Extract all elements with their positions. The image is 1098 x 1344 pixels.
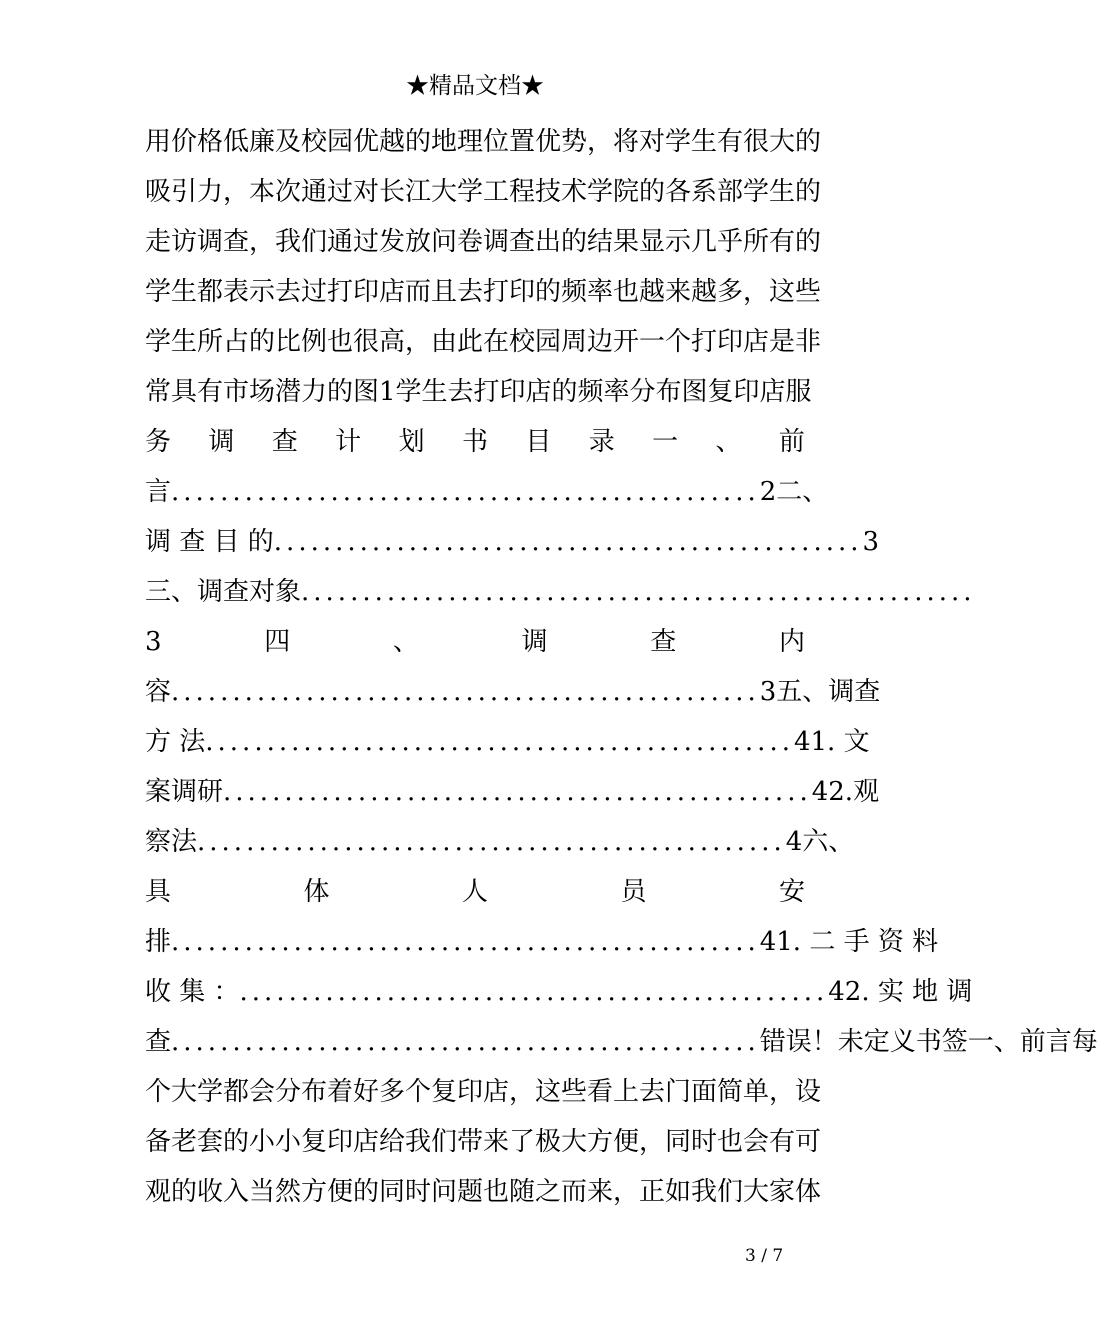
toc-entry-title: 收 集 ： xyxy=(145,977,240,1007)
toc-entry-title: 言 xyxy=(145,477,172,507)
toc-entry-title: 查 xyxy=(145,1027,172,1057)
toc-entry-page: 42. 实 地 调 xyxy=(828,977,973,1007)
glyph: 一 xyxy=(652,427,679,457)
text-line: 学生都表示去过打印店而且去打印的频率也越来越多，这些 xyxy=(145,277,822,307)
toc-entry xyxy=(145,572,976,622)
text-line: 学生所占的比例也很高，由此在校园周边开一个打印店是非 xyxy=(145,327,822,357)
text-line: 个大学都会分布着好多个复印店，这些看上去门面简单，设 xyxy=(145,1077,822,1107)
toc-entry xyxy=(145,922,939,972)
toc-entry-title: 案调研 xyxy=(145,777,224,807)
glyph: 安 xyxy=(778,877,805,907)
text-line: 观的收入当然方便的同时问题也随之而来，正如我们大家体 xyxy=(145,1177,822,1207)
glyph: 查 xyxy=(271,427,298,457)
text-line: 用价格低廉及校园优越的地理位置优势，将对学生有很大的 xyxy=(145,127,822,157)
toc-entry xyxy=(145,672,881,722)
toc-entry-title: 察法 xyxy=(145,827,198,857)
toc-entry-page: 41. 二 手 资 料 xyxy=(759,927,939,957)
toc-entry xyxy=(145,722,870,772)
text-line: 备老套的小小复印店给我们带来了极大方便，同时也会有可 xyxy=(145,1127,822,1157)
toc-leader-dots: ................................................ xyxy=(273,527,863,557)
toc-leader-dots: ................................................ xyxy=(239,977,829,1007)
toc-entry-page: 错误！未定义书签一、前言每 xyxy=(759,1027,1098,1057)
toc-entry-title: 排 xyxy=(145,927,172,957)
toc-leader-dots: ....................................................... xyxy=(301,577,976,607)
toc-entry-title: 调 查 目 的 xyxy=(145,527,274,557)
text-line: 吸引力，本次通过对长江大学工程技术学院的各系部学生的 xyxy=(145,177,822,207)
glyph: 目 xyxy=(525,427,552,457)
glyph: 计 xyxy=(335,427,362,457)
glyph: 体 xyxy=(303,877,330,907)
page-header: ★精品文档★ xyxy=(406,73,544,99)
toc-entry xyxy=(145,772,880,822)
text-line: 常具有市场潜力的图1学生去打印店的频率分布图复印店服 xyxy=(145,377,812,407)
toc-entry-page: 41. 文 xyxy=(793,727,870,757)
toc-entry-title: 三、调查对象 xyxy=(145,577,302,607)
glyph: 、 xyxy=(715,427,742,457)
glyph: 员 xyxy=(620,877,647,907)
glyph: 人 xyxy=(461,877,488,907)
toc-leader-dots: ................................................ xyxy=(171,477,760,507)
glyph: 前 xyxy=(778,427,805,457)
toc-entry xyxy=(145,472,829,522)
toc-entry-title: 方 法 xyxy=(145,727,206,757)
toc-entry xyxy=(145,972,973,1022)
toc-entry xyxy=(145,822,855,872)
justified-heading-line xyxy=(145,422,805,472)
toc-leader-dots: ................................................ xyxy=(171,927,760,957)
document-body xyxy=(145,122,1098,1222)
toc-entry-page: 42.观 xyxy=(811,777,880,807)
glyph: 内 xyxy=(778,627,805,657)
toc-leader-dots: ................................................ xyxy=(197,827,786,857)
toc-leader-dots: ................................................ xyxy=(171,677,760,707)
glyph: 调 xyxy=(521,627,548,657)
toc-leader-dots: ................................................ xyxy=(171,1027,760,1057)
justified-toc-line xyxy=(145,872,805,922)
page-number: 3 / 7 xyxy=(745,1246,784,1266)
toc-entry xyxy=(145,1022,1098,1072)
glyph: 四 xyxy=(264,627,291,657)
glyph: 书 xyxy=(461,427,488,457)
toc-entry-title: 容 xyxy=(145,677,172,707)
glyph: 、 xyxy=(392,627,419,657)
justified-toc-line xyxy=(145,622,805,672)
glyph: 划 xyxy=(398,427,425,457)
glyph: 务 xyxy=(145,427,172,457)
toc-entry-page: 3 xyxy=(862,527,880,557)
glyph: 调 xyxy=(208,427,235,457)
toc-leader-dots: ................................................ xyxy=(223,777,812,807)
text-line: 走访调查，我们通过发放问卷调查出的结果显示几乎所有的 xyxy=(145,227,822,257)
glyph: 查 xyxy=(650,627,677,657)
toc-entry-page: 4六、 xyxy=(785,827,855,857)
glyph: 具 xyxy=(145,877,172,907)
toc-entry-page: 3五、调查 xyxy=(759,677,881,707)
glyph: 3 xyxy=(145,627,162,657)
toc-entry xyxy=(145,522,880,572)
toc-entry-page: 2二、 xyxy=(759,477,829,507)
glyph: 录 xyxy=(588,427,615,457)
toc-leader-dots: ................................................ xyxy=(205,727,794,757)
